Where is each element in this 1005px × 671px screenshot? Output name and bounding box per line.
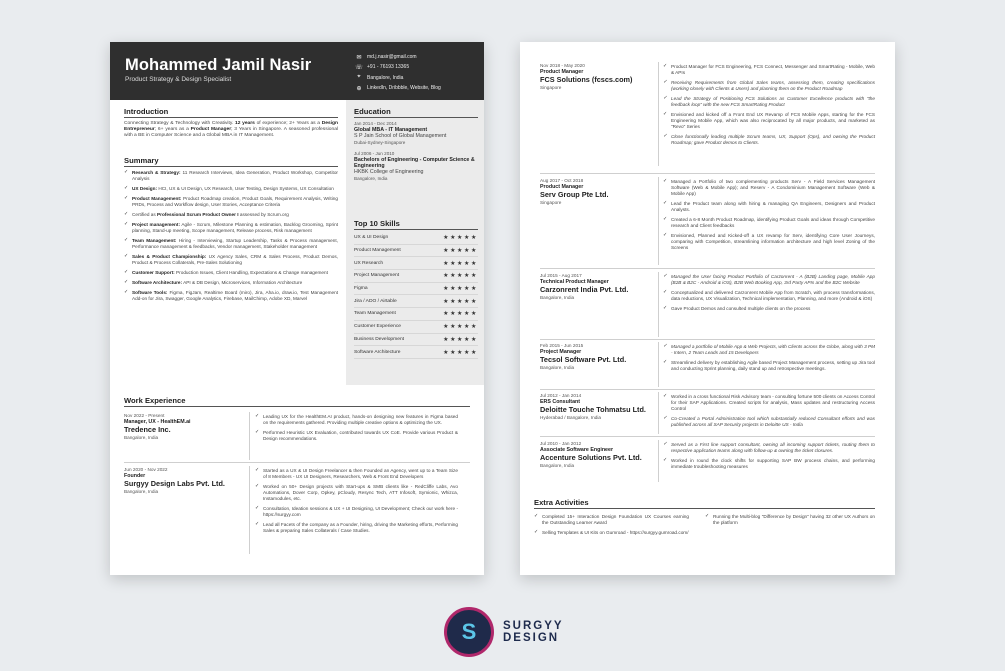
contact-location: ⌖ Bangalore, India <box>354 73 441 83</box>
list-item: ✓ Started as a UX & UI Design Freelancer & then Founded an Agency, went up to a Team Size of 8 Members - UX UI Designers, Researchers, Web & Front End Developers <box>255 468 458 480</box>
job-entry: Nov 2018 - May 2020 Product Manager FCS Solutions (fcscs.com) Singapore <box>540 63 633 90</box>
skill-row: Team Management ★★★★★ <box>354 308 478 321</box>
job-bullets <box>663 274 875 316</box>
job-entry: Nov 2022 - Present Manager, UX - HealthEM.ai Tredence Inc. Bangalore, India <box>124 413 191 440</box>
divider <box>540 339 875 340</box>
job-bullets <box>663 179 875 255</box>
list-item: ✓ Envisioned and kicked off a Front End UX Revamp of FCS Mobile Apps, starting for the FCS Engineering Mobile App, which was also reciprocated by all major products, and marketed as "Revo" Series <box>663 112 875 130</box>
list-item: ✓ Managed the User facing Product Portfolio of Carzonrent - A (B2B) Landing page, Mobile App (B2B & B2C - Android & iOS), B2B Web Booking App, 3rd Party APIs and the B2C Website <box>663 274 875 286</box>
list-item: ✓ Lead all Facets of the company as a Founder, hiring, driving the Marketing efforts, Performing Sales & preparing Sales Collaterals / Case Studies. <box>255 522 458 534</box>
divider <box>658 62 659 166</box>
list-item: ✓ Running the Multi-blog "Difference by Design" having 32 other UX Authors on the platform <box>705 514 875 526</box>
divider <box>658 392 659 434</box>
education-heading: Education <box>354 107 478 118</box>
job-entry: Jul 2012 - Jan 2014 ERS Consultant Deloitte Touche Tohmatsu Ltd. Hyderabad / Bangalore, India <box>540 393 646 420</box>
list-item: ✓ UX Design: HCI, UX & UI Design, UX Research, User Testing, Design Systems, UX Consultation <box>124 186 338 192</box>
education-item: Jan 2014 - Dec 2014 Global MBA - IT Management S P Jain School of Global Management Dubai-Sydney-Singapore <box>354 121 447 145</box>
skill-row: Project Management ★★★★★ <box>354 270 478 283</box>
mail-icon: ✉ <box>356 54 362 61</box>
list-item: ✓ Completed 15+ Interaction Design Foundation UX Courses earning the Outstanding Learner Award <box>534 514 689 526</box>
summary-list <box>124 170 338 306</box>
contact-list <box>354 52 441 93</box>
education-list <box>354 121 478 182</box>
list-item: ✓ Software Architecture: API & DB Design, Microservices, Information Architecture <box>124 280 338 286</box>
phone-icon: ☏ <box>355 64 363 71</box>
rating-stars: ★★★★★ <box>443 336 478 343</box>
list-item: ✓ Sales & Product Championship: UX Agency Sales, CRM & Sales Process, Product Demos, Product & Process Collaterals, Pre-Sales Solutioning <box>124 254 338 266</box>
skill-row: UX Research ★★★★★ <box>354 257 478 270</box>
resume-header <box>110 42 484 100</box>
rating-stars: ★★★★★ <box>443 311 478 318</box>
rating-stars: ★★★★★ <box>443 349 478 356</box>
surgyy-logo-icon: S <box>444 607 494 657</box>
rating-stars: ★★★★★ <box>443 286 478 293</box>
list-item: ✓ Worked on 50+ Design projects with Start-ups & SMB clients like - RedCliffe Labs, Avo Automations, Dover Corp, Opkey, pCloudy, Resync Tech, ATT Infosoft, Symionic, Whizca, Instamodules, etc. <box>255 484 458 502</box>
rating-stars: ★★★★★ <box>443 260 478 267</box>
resume-page-2 <box>520 42 895 575</box>
contact-phone: ☏ +91 - 76193 13365 <box>355 64 410 71</box>
resume-page-1 <box>110 42 484 575</box>
list-item: ✓ Lead the Product team along with hiring & managing QA Engineers, Designers and Product Analysts. <box>663 201 875 213</box>
job-entry: Aug 2017 - Oct 2018 Product Manager Serv Group Pte Ltd. Singapore <box>540 178 609 205</box>
extra-activities-heading: Extra Activities <box>534 498 875 509</box>
job-entry: Jul 2010 - Jan 2012 Associate Software Engineer Accenture Solutions Pvt. Ltd. Bangalore, India <box>540 441 642 468</box>
job-bullets <box>663 394 875 432</box>
list-item: ✓ Leading UX for the HealthEM.AI product, hands-on designing new features in Figma based on the requirements gathered. Providing multiple creative options & optimizing the UX. <box>255 414 458 426</box>
location-icon: ⌖ <box>357 74 361 81</box>
list-item: ✓ Software Tools: Figma, FigJam, Realtime Board (miro), Jira, Aha.io, draw.io, Test Management Add-on for Jira, Swagger, Google Analytics, Firebase, MailChimp, Adobe XD, Marvel <box>124 290 338 302</box>
skill-row: Product Management ★★★★★ <box>354 245 478 258</box>
rating-stars: ★★★★★ <box>443 235 478 242</box>
candidate-role: Product Strategy & Design Specialist <box>125 76 232 83</box>
logo-wordmark: SURGYY DESIGN <box>503 619 564 644</box>
divider <box>249 466 250 554</box>
work-experience-heading: Work Experience <box>124 396 470 407</box>
job-entry: Jul 2015 - Aug 2017 Technical Product Manager Carzonrent India Pvt. Ltd. Bangalore, India <box>540 273 629 300</box>
list-item: ✓ Selling Templates & UI Kits on Gumroad - https://surgyy.gumroad.com/ <box>534 530 689 536</box>
list-item: ✓ Customer Support: Production Issues, Client Handling, Expectations & Change management <box>124 270 338 276</box>
list-item: ✓ Close functionally leading multiple Scrum teams, UX, Support (Ops), and owning the Product Roadmap; gave Product demos to Clients. <box>663 134 875 146</box>
job-bullets <box>255 414 458 446</box>
list-item: ✓ Team Management: Hiring - Interviewing, Startup Leadership, Tasks & Process management, Performance management & feedbacks, Vendor management, Stakeholder management <box>124 238 338 250</box>
skill-row: Business Development ★★★★★ <box>354 334 478 347</box>
list-item: ✓ Project management: Agile - Scrum, Milestone Planning & estimation, Backlog Grooming, Sprint planning, Stand-up meeting, Scope management, Release process, Risk management <box>124 222 338 234</box>
rating-stars: ★★★★★ <box>443 324 478 331</box>
divider <box>540 268 875 269</box>
divider <box>658 272 659 337</box>
divider <box>658 440 659 482</box>
contact-links: ⊕ LinkedIn, Dribbble, Website, Blog <box>354 83 441 93</box>
skills-list <box>354 232 478 359</box>
list-item: ✓ Managed a Portfolio of two complementing products Serv - A Field Services Management Software (Web & Mobile App); and Reserv - A Condominium Management Software (Web & Mobile App) <box>663 179 875 197</box>
list-item: ✓ Product Manager for FCS Engineering, FCS Connect, Messenger and SmartRating - Mobile, Web & APIs <box>663 64 875 76</box>
job-entry: Jun 2020 - Nov 2022 Founder Surgyy Design Labs Pvt. Ltd. Bangalore, India <box>124 467 225 494</box>
candidate-name: Mohammed Jamil Nasir <box>125 56 312 74</box>
divider <box>540 436 875 437</box>
skill-row: UX & UI Design ★★★★★ <box>354 232 478 245</box>
list-item: ✓ Served as a First line support consultant, owning all incoming support tickets, routing them to respective application teams along with follow-up & owning the ticket closures. <box>663 442 875 454</box>
job-bullets <box>255 468 458 538</box>
summary-heading: Summary <box>124 156 338 167</box>
skill-row: Figma ★★★★★ <box>354 283 478 296</box>
rating-stars: ★★★★★ <box>443 298 478 305</box>
link-icon: ⊕ <box>356 85 362 92</box>
rating-stars: ★★★★★ <box>443 273 478 280</box>
list-item: ✓ Worked in a cross functional Risk Advisory team - consulting fortune 500 clients on Access Control for their SAP Applications. Created scripts for analysis, Mass updates and restructuring Access Control <box>663 394 875 412</box>
list-item: ✓ Worked in round the clock shifts for supporting SAP BW process chains, and performing immediate troubleshooting measures <box>663 458 875 470</box>
skill-row: Jira / ADO / Airtable ★★★★★ <box>354 295 478 308</box>
divider <box>658 342 659 387</box>
list-item: ✓ Lead the Strategy of Positioning FCS Solutions as Customer Excellence products with "the feedback loop" with the new FCS SmartRating Product <box>663 96 875 108</box>
education-item: Jul 2006 - Jun 2010 Bachelors of Engineering - Computer Science & Engineering HKBK College of Engineering Bangalore, India <box>354 150 475 181</box>
extra-activities-right <box>705 514 875 530</box>
list-item: ✓ Consultation, Ideation sessions & UX + UI Designing, UI Development; Check our work here - https://surgyy.com <box>255 506 458 518</box>
skill-row: Customer Experience ★★★★★ <box>354 321 478 334</box>
introduction-text: Connecting Strategy & Technology with Creativity. 12 years of experience; 2+ Years as a Design Entrepreneur; 6+ years as a Product Manager; 3 Years in Singapore. A seasoned professional with a BE in Computer Science and a Global MBA in IT Management. <box>124 121 339 138</box>
list-item: ✓ Conceptualized and delivered Carzonrent Mobile App from Scratch, with process transformations, data reductions, UX Visualization, Technical implementation, Planning, and more (Android & iOS) <box>663 290 875 302</box>
list-item: ✓ Envisioned, Planned and Kicked-off a UX revamp for Serv, identifying Core User Journeys, comparing with Competition, streamlining information architecture and high level Zoning of the Screens <box>663 233 875 251</box>
list-item: ✓ Created a 6-8 Month Product Roadmap, identifying Product Goals and ideas through Competitive research and Client feedbacks <box>663 217 875 229</box>
list-item: ✓ Managed a portfolio of Mobile App & Web Projects, with Clients across the Globe, along with 3 PM - Intern, 2 Team Leads and 15 Developers <box>663 344 875 356</box>
list-item: ✓ Performed Heuristic UX Evaluation, contributed towards UX CoE. Provide various Product & Design recommendations. <box>255 430 458 442</box>
rating-stars: ★★★★★ <box>443 248 478 255</box>
divider <box>124 462 470 463</box>
list-item: ✓ Gave Product Demos and consulted multiple clients on the process <box>663 306 875 312</box>
divider <box>540 173 875 174</box>
list-item: ✓ Product Management: Product Roadmap creation, Product Goals, Requirement Analysis, Writing PRDs, Process and Workflow design, User Stories, Acceptance Criteria <box>124 196 338 208</box>
job-entry: Feb 2015 - Jun 2015 Project Manager Tecsol Software Pvt. Ltd. Bangalore, India <box>540 343 627 370</box>
introduction-heading: Introduction <box>124 107 338 118</box>
list-item: ✓ Research & Strategy: 11 Research Interviews, Idea Generation, Product Workshop, Competitor Analysis <box>124 170 338 182</box>
job-bullets <box>663 442 875 474</box>
list-item: ✓ Co-Created a Portal Administration tool which substantially reduced Consultant efforts and was published across all SAP Security projects in Deloitte US - India <box>663 416 875 428</box>
list-item: ✓ Certified as Professional Scrum Product Owner I assessed by Scrum.org <box>124 212 338 218</box>
list-item: ✓ Receiving Requirements from Global Sales teams, assessing them, creating specifications (working closely with Clients & Users) and planning them on the Product Roadmap <box>663 80 875 92</box>
divider <box>658 177 659 265</box>
skills-heading: Top 10 Skills <box>354 219 478 230</box>
list-item: ✓ Streamlined delivery by establishing Agile based Project Management process, setting up Jira tool and conducting Sprint planning, daily stand up and retrospective meetings. <box>663 360 875 372</box>
contact-email: ✉ md.j.nasir@gmail.com <box>354 52 441 62</box>
extra-activities-left <box>534 514 689 540</box>
job-bullets <box>663 344 875 376</box>
surgyy-design-logo <box>444 607 564 657</box>
job-bullets <box>663 64 875 150</box>
skill-row: Software Architecture ★★★★★ <box>354 346 478 359</box>
divider <box>249 412 250 460</box>
divider <box>540 389 875 390</box>
